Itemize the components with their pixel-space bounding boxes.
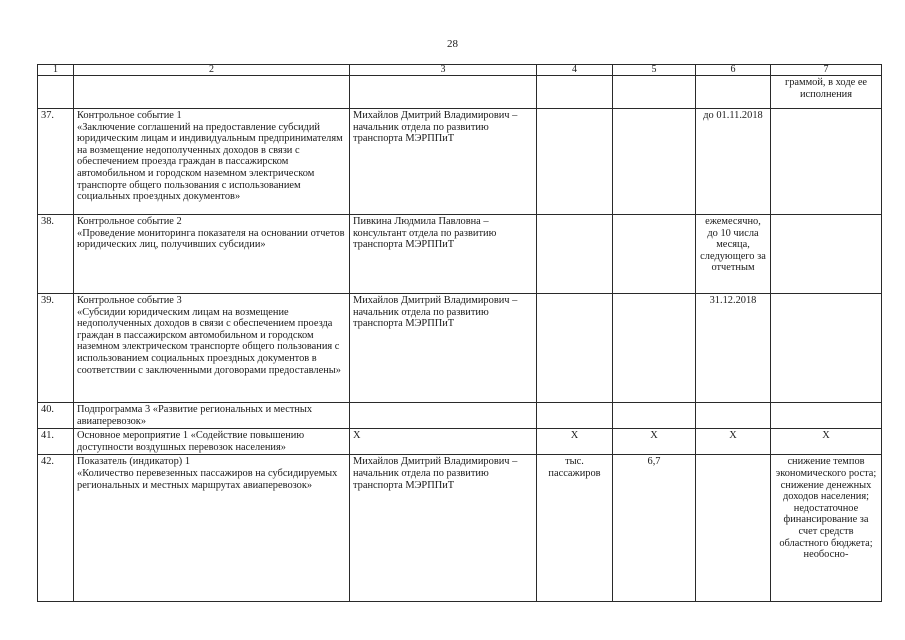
event-title: Контрольное событие 2: [77, 216, 182, 227]
row-number: 39.: [38, 294, 74, 403]
header-cell: 7: [771, 65, 882, 76]
table-row: [38, 429, 882, 455]
cell-risks: снижение темпов экономического роста; снижение денежных доходов населения; недостаточное финансирование за счет средств областного бюджета; необосно-: [771, 455, 882, 602]
cell-responsible: Михайлов Дмитрий Владимирович – начальник отдела по развитию транспорта МЭРППиТ: [350, 294, 537, 403]
cell-subprogram: Подпрограмма 3 «Развитие региональных и местных авиаперевозок»: [74, 403, 350, 429]
cell-x-mark: Х: [537, 429, 613, 455]
header-cell: 4: [537, 65, 613, 76]
document-table: [37, 64, 882, 602]
cell-indicator: [74, 455, 350, 602]
table-row: [38, 403, 882, 429]
event-title: Контрольное событие 3: [77, 295, 182, 306]
header-cell: 1: [38, 65, 74, 76]
header-cell: 2: [74, 65, 350, 76]
cell-event: [74, 109, 350, 215]
event-text: «Проведение мониторинга показателя на основании отчетов юридических лиц, получивших субсидии»: [77, 227, 345, 251]
row-number: 42.: [38, 455, 74, 602]
table-row: [38, 294, 882, 403]
row-number: 40.: [38, 403, 74, 429]
table-row: [38, 109, 882, 215]
row-number: 41.: [38, 429, 74, 455]
header-cell: 6: [696, 65, 771, 76]
cell-risks: граммой, в ходе ее исполнения: [771, 76, 882, 109]
cell-responsible: Михайлов Дмитрий Владимирович – начальник отдела по развитию транспорта МЭРППиТ: [350, 455, 537, 602]
cell-unit: тыс. пассажиров: [537, 455, 613, 602]
header-cell: 3: [350, 65, 537, 76]
header-row: [38, 65, 882, 76]
cell-deadline: ежемесячно, до 10 числа месяца, следующего за отчетным: [696, 215, 771, 294]
cell-x-mark: Х: [696, 429, 771, 455]
cell-deadline: 31.12.2018: [696, 294, 771, 403]
cell-responsible: Пивкина Людмила Павловна – консультант отдела по развитию транспорта МЭРППиТ: [350, 215, 537, 294]
cell-responsible: Михайлов Дмитрий Владимирович – начальник отдела по развитию транспорта МЭРППиТ: [350, 109, 537, 215]
cell-deadline: до 01.11.2018: [696, 109, 771, 215]
cell-x-mark: Х: [350, 429, 537, 455]
cell-x-mark: Х: [613, 429, 696, 455]
page-number: 28: [447, 38, 458, 50]
header-cell: 5: [613, 65, 696, 76]
cell-main-activity: Основное мероприятие 1 «Содействие повышению доступности воздушных перевозок населения»: [74, 429, 350, 455]
cell-value: 6,7: [613, 455, 696, 602]
cell-event: [74, 294, 350, 403]
cell-event: [74, 215, 350, 294]
cell-x-mark: Х: [771, 429, 882, 455]
indicator-text: «Количество перевезенных пассажиров на субсидируемых региональных и местных маршрутах авиаперевозок»: [77, 467, 338, 491]
table-row: [38, 215, 882, 294]
row-number: 37.: [38, 109, 74, 215]
row-number: 38.: [38, 215, 74, 294]
table-row: [38, 455, 882, 602]
event-text: «Субсидии юридическим лицам на возмещение недополученных доходов в связи с обеспечением проезда граждан в пассажирском автомобильном и городском наземном электрическом транспорте общего пользования с использованием социальных проездных документов в соответствии с заключенными договорами предоставлены»: [77, 306, 341, 376]
table-row: [38, 76, 882, 109]
event-text: «Заключение соглашений на предоставление субсидий юридическим лицам и индивидуальным предпринимателям на возмещение недополученных доходов в связи с обеспечением проезда граждан в пассажирском автомобильном и городском наземном электрическом транспорте общего пользования с использованием социальных проездных документов»: [77, 121, 343, 203]
indicator-title: Показатель (индикатор) 1: [77, 456, 191, 468]
event-title: Контрольное событие 1: [77, 110, 182, 121]
